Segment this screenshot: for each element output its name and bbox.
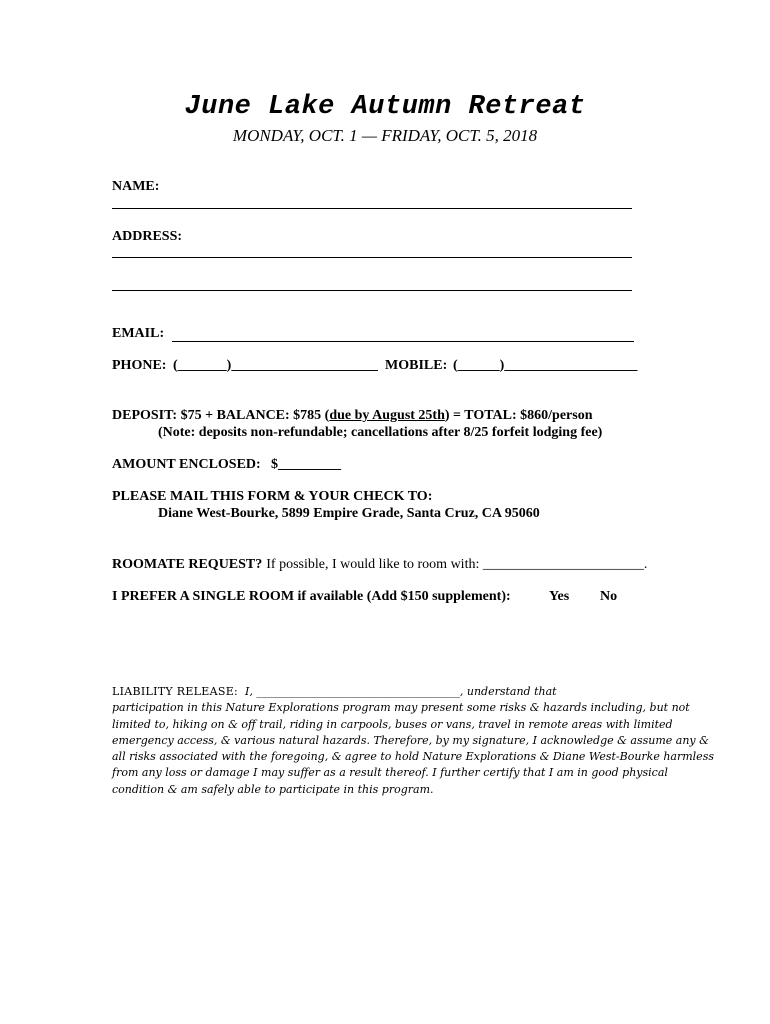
email-label: EMAIL:: [112, 326, 165, 341]
address-field-line-1[interactable]: [112, 257, 632, 258]
liability-text-line: limited to, hiking on & off trail, riding in carpools, buses or vans, travel in remote areas with limited: [112, 717, 673, 731]
single-room-yes-option[interactable]: Yes: [549, 589, 570, 604]
mobile-field[interactable]: (______)___________________: [453, 358, 638, 373]
liability-text-line: condition & am safely able to participate in this program.: [112, 782, 434, 796]
liability-signature-line[interactable]: I, _____________________________________, understand that: [245, 685, 557, 698]
roommate-label: ROOMATE REQUEST?: [112, 557, 263, 572]
roommate-field[interactable]: If possible, I would like to room with: _______________________.: [266, 557, 648, 572]
phone-label: PHONE:: [112, 358, 167, 373]
liability-label: LIABILITY RELEASE:: [112, 685, 239, 698]
email-field[interactable]: [172, 341, 634, 342]
payment-suffix: ) = TOTAL: $860/person: [444, 408, 593, 423]
liability-text-line: emergency access, & various natural hazards. Therefore, by my signature, I acknowledge & assume any &: [112, 733, 709, 747]
amount-enclosed-label: AMOUNT ENCLOSED:: [112, 457, 261, 472]
address-label: ADDRESS:: [112, 229, 183, 244]
liability-release: [112, 684, 714, 798]
name-label: NAME:: [112, 179, 160, 194]
address-field-line-2-blank: [112, 276, 632, 288]
roommate-request: [112, 555, 647, 573]
name-field-blank: [112, 194, 632, 206]
liability-text-line: all risks associated with the foregoing, & agree to hold Nature Explorations & Diane West-Bourke harmless: [112, 750, 714, 764]
phone-field[interactable]: (_______)_____________________: [173, 358, 378, 373]
page-title: June Lake Autumn Retreat: [184, 92, 586, 122]
payment-line: [112, 408, 593, 424]
liability-text-line: from any loss or damage I may suffer as a result thereof. I further certify that I am in good physical: [112, 766, 668, 780]
event-dates: MONDAY, OCT. 1 — FRIDAY, OCT. 5, 2018: [232, 126, 538, 145]
due-date: due by August 25th: [329, 408, 445, 423]
mobile-label: MOBILE:: [385, 358, 448, 373]
payment-prefix: DEPOSIT: $75 + BALANCE: $785 (: [112, 408, 330, 423]
address-field-line-1-blank: [112, 243, 632, 255]
mail-address: Diane West-Bourke, 5899 Empire Grade, Santa Cruz, CA 95060: [158, 506, 540, 521]
name-field[interactable]: [112, 208, 632, 209]
amount-enclosed-field[interactable]: $_________: [271, 457, 341, 472]
single-room-no-option[interactable]: No: [600, 589, 618, 604]
mail-instruction: PLEASE MAIL THIS FORM & YOUR CHECK TO:: [112, 489, 433, 504]
address-field-line-2[interactable]: [112, 290, 632, 291]
payment-note: (Note: deposits non-refundable; cancellations after 8/25 forfeit lodging fee): [158, 425, 603, 440]
single-room-label: I PREFER A SINGLE ROOM if available (Add $150 supplement):: [112, 589, 511, 604]
liability-text-line: participation in this Nature Explorations program may present some risks & hazards including, but not: [112, 701, 690, 715]
email-field-blank: [172, 327, 634, 339]
